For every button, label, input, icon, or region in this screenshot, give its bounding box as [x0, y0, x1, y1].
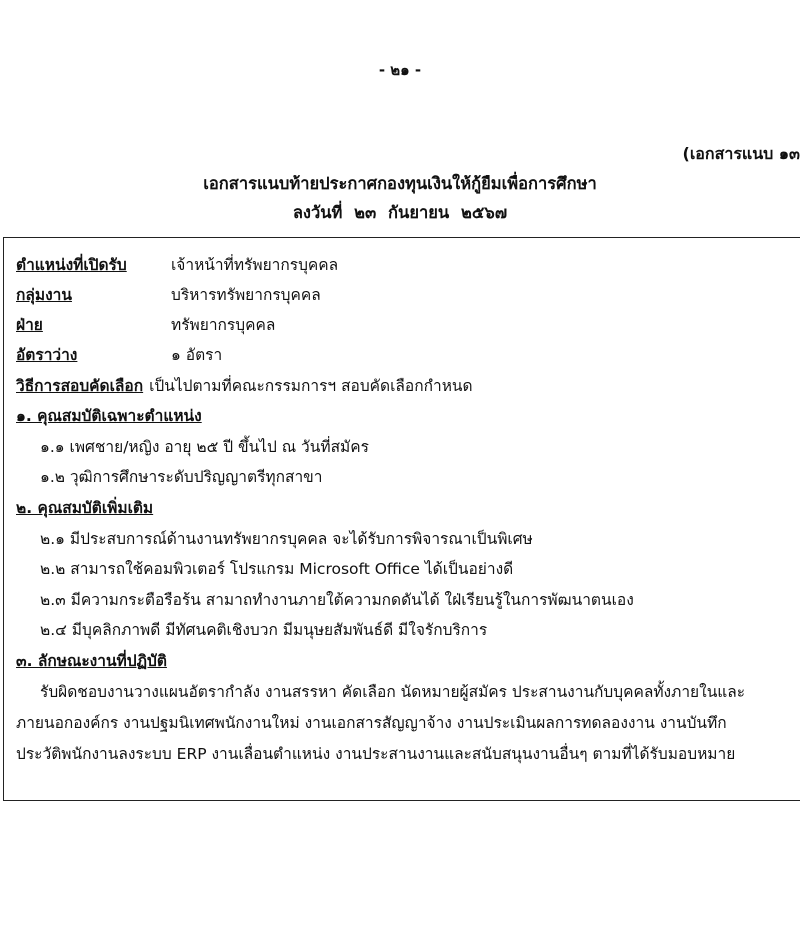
vacancy-label: อัตราว่าง [16, 346, 78, 364]
section-2-item: ๒.๓ มีความกระตือรือร้น สามาถทำงานภายใต้ความกดดันได้ ใฝ่เรียนรู้ในการพัฒนาตนเอง [40, 591, 634, 609]
position-row [16, 255, 339, 275]
attachment-reference: (เอกสารแนบ ๑๓ [682, 144, 800, 163]
vacancy-value: ๑ อัตรา [171, 346, 223, 364]
group-label: กลุ่มงาน [16, 286, 72, 304]
selection-label: วิธีการสอบคัดเลือก [16, 377, 144, 395]
section-3-paragraph-line: ภายนอกองค์กร งานปฐมนิเทศพนักงานใหม่ งานเอกสารสัญญาจ้าง งานประเมินผลการทดลองงาน งานบันทึก [16, 714, 727, 732]
section-2-item: ๒.๒ สามารถใช้คอมพิวเตอร์ โปรแกรม Microsoft Office ได้เป็นอย่างดี [40, 560, 514, 578]
section-3-heading: ๓. ลักษณะงานที่ปฏิบัติ [16, 652, 167, 670]
position-value: เจ้าหน้าที่ทรัพยากรบุคคล [171, 256, 339, 274]
vacancy-row [16, 345, 223, 365]
selection-value: เป็นไปตามที่คณะกรรมการฯ สอบคัดเลือกกำหนด [149, 377, 473, 395]
department-label: ฝ่าย [16, 316, 43, 334]
group-value: บริหารทรัพยากรบุคคล [171, 286, 321, 304]
section-1-item: ๑.๒ วุฒิการศึกษาระดับปริญญาตรีทุกสาขา [40, 468, 323, 486]
section-3-paragraph-line: ประวัติพนักงานลงระบบ ERP งานเลื่อนตำแหน่ง งานประสานงานและสนับสนุนงานอื่นๆ ตามที่ได้รับมอบหมาย [16, 745, 736, 763]
document-date: ลงวันที่ ๒๓ กันยายน ๒๕๖๗ [292, 203, 508, 222]
section-1-item: ๑.๑ เพศชาย/หญิง อายุ ๒๕ ปี ขึ้นไป ณ วันที่สมัคร [40, 438, 369, 456]
department-row [16, 315, 276, 335]
group-row [16, 285, 321, 305]
selection-row [16, 376, 473, 396]
section-2-heading: ๒. คุณสมบัติเพิ่มเติม [16, 499, 154, 517]
page-number: - ๒๑ - [378, 61, 422, 79]
document-title: เอกสารแนบท้ายประกาศกองทุนเงินให้กู้ยืมเพื่อการศึกษา [203, 174, 597, 193]
section-1-heading: ๑. คุณสมบัติเฉพาะตำแหน่ง [16, 407, 202, 425]
section-3-paragraph-line: รับผิดชอบงานวางแผนอัตรากำลัง งานสรรหา คัดเลือก นัดหมายผู้สมัคร ประสานงานกับบุคคลทั้งภายในและ [40, 683, 746, 701]
section-2-item: ๒.๑ มีประสบการณ์ด้านงานทรัพยากรบุคคล จะได้รับการพิจารณาเป็นพิเศษ [40, 530, 533, 548]
position-label: ตำแหน่งที่เปิดรับ [16, 256, 127, 274]
section-2-item: ๒.๔ มีบุคลิกภาพดี มีทัศนคติเชิงบวก มีมนุษยสัมพันธ์ดี มีใจรักบริการ [40, 621, 488, 639]
department-value: ทรัพยากรบุคคล [171, 316, 276, 334]
job-details-box [3, 237, 800, 801]
